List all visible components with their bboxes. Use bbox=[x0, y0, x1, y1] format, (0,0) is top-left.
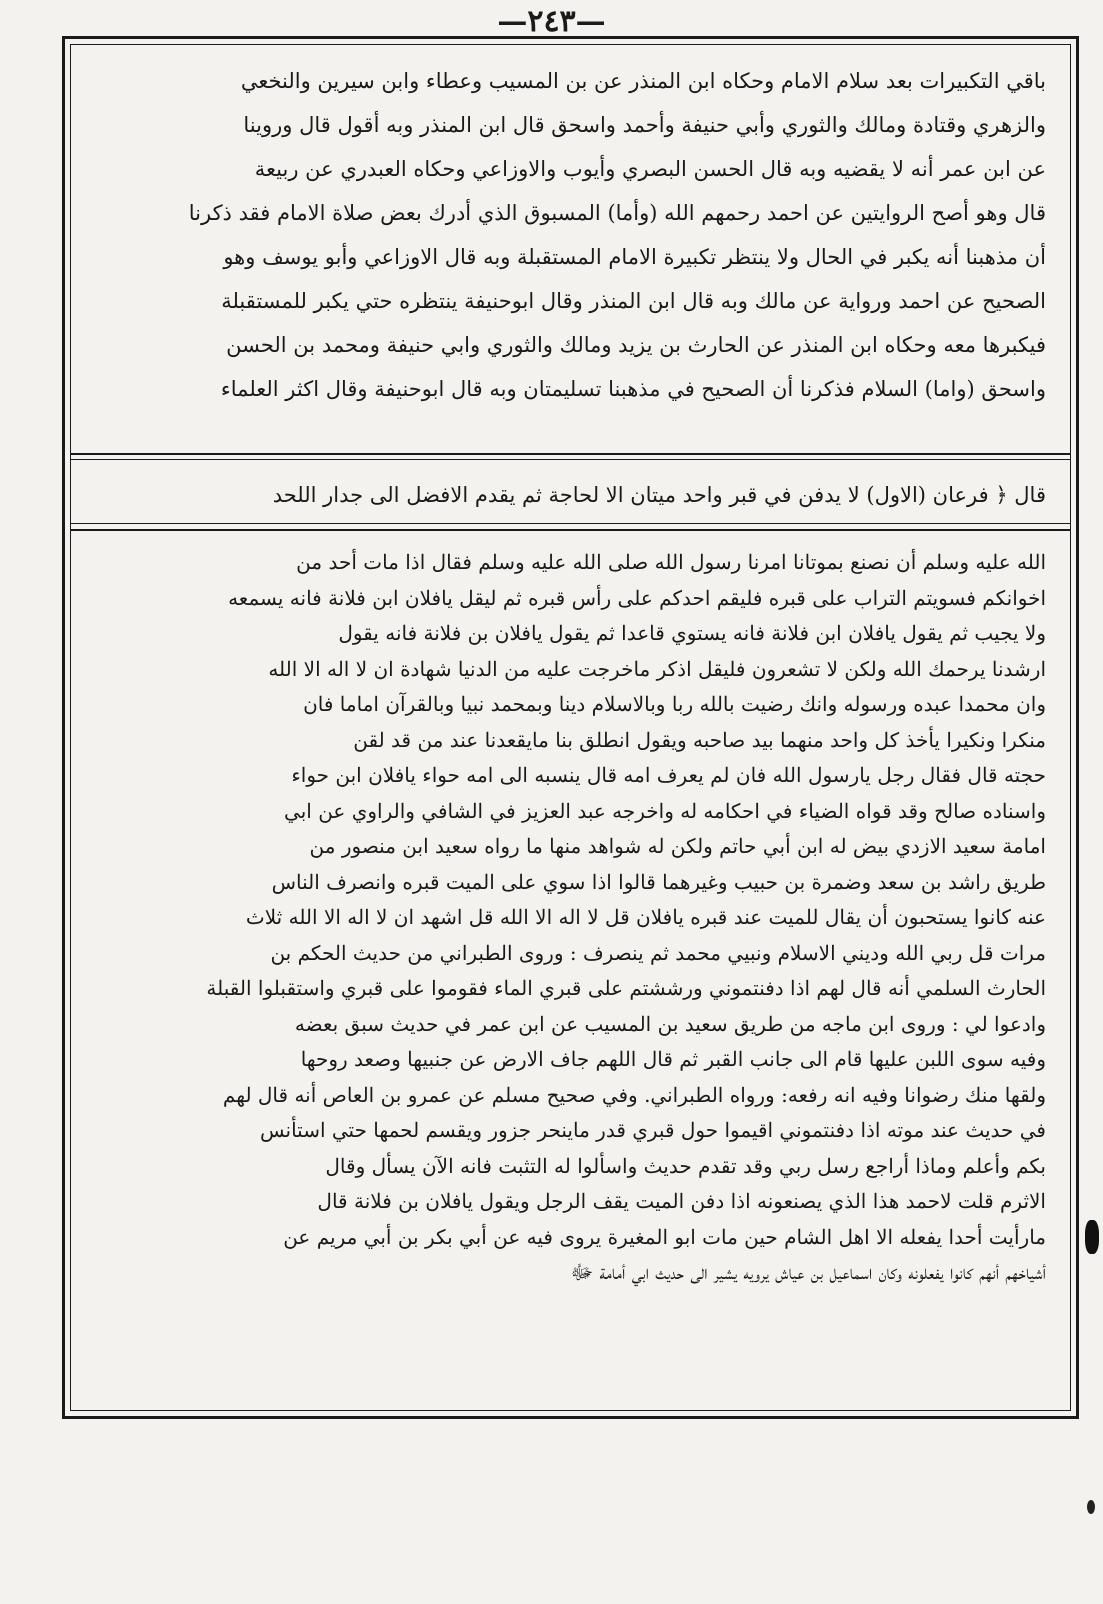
page-frame-inner bbox=[70, 44, 1071, 1411]
text-line: الله عليه وسلم أن نصنع بموتانا امرنا رسول الله صلى الله عليه وسلم فقال اذا مات أحد من bbox=[296, 550, 1046, 574]
text-line: ولا يجيب ثم يقول يافلان ابن فلانة فانه يستوي قاعدا ثم يقول يافلان بن فلانة فانه يقول bbox=[338, 621, 1046, 645]
text-line: امامة سعيد الازدي بيض له ابن أبي حاتم ولكن له شواهد منها ما رواه سعيد ابن منصور من bbox=[309, 834, 1046, 858]
text-line: طريق راشد بن سعد وضمرة بن حبيب وغيرهما قالوا اذا سوي على الميت قبره وانصرف الناس bbox=[271, 869, 1046, 894]
separator-rule bbox=[71, 523, 1070, 524]
commentary-top bbox=[95, 59, 1046, 411]
ink-blot bbox=[1087, 1500, 1095, 1514]
text-line: الحارث السلمي أنه قال لهم اذا دفنتموني ورششتم على قبري الماء فقوموا على قبري واستقبلوا القبلة bbox=[206, 976, 1046, 1000]
text-line: قال وهو أصح الروايتين عن احمد رحمهم الله (وأما) المسبوق الذي أدرك بعض صلاة الامام فقد ذكرنا bbox=[188, 201, 1046, 225]
text-line: فيكبرها معه وحكاه ابن المنذر عن الحارث بن يزيد ومالك والثوري وابي حنيفة ومحمد بن الحسن bbox=[226, 333, 1046, 357]
page-frame-outer bbox=[62, 36, 1079, 1419]
text-line: باقي التكبيرات بعد سلام الامام وحكاه ابن المنذر عن بن المسيب وعطاء وابن سيرين والنخعي bbox=[240, 69, 1046, 93]
text-line: مرات قل ربي الله وديني الاسلام ونبيي محمد ثم ينصرف : وروى الطبراني من حديث الحكم بن bbox=[270, 940, 1046, 965]
ink-blot bbox=[1085, 1220, 1099, 1254]
matn-text bbox=[95, 475, 1046, 515]
page-number: —٢٤٣— bbox=[497, 4, 606, 39]
text-line: عنه كانوا يستحبون أن يقال للميت عند قبره يافلان قل لا اله الا الله قل اشهد ان لا اله الا الله ثلاث bbox=[245, 905, 1046, 929]
text-line: أشياخهم أنهم كانوا يفعلونه وكان اسماعيل بن عياش يرويه يشير الى حديث ابي أمامة ﷻ bbox=[570, 1260, 1046, 1284]
text-line: بكم وأعلم وماذا أراجع رسل ربي وقد تقدم حديث واسألوا له التثبت فانه الآن يسأل وقال bbox=[325, 1153, 1046, 1178]
text-line: الصحيح عن احمد ورواية عن مالك وبه قال ابن المنذر وقال ابوحنيفة ينتظره حتي يكبر للمستقبلة bbox=[221, 289, 1046, 313]
separator-rule bbox=[71, 529, 1070, 531]
text-line: وادعوا لي : وروى ابن ماجه من طريق سعيد بن المسيب عن ابن عمر في حديث سبق بعضه bbox=[294, 1011, 1046, 1036]
text-line: وان محمدا عبده ورسوله وانك رضيت بالله ربا وبالاسلام دينا وبمحمد نبيا وبالقرآن اماما فان bbox=[303, 692, 1046, 716]
text-line: ارشدنا يرحمك الله ولكن لا تشعرون فليقل اذكر ماخرجت عليه من الدنيا شهادة ان لا اله الا الله bbox=[268, 656, 1046, 681]
text-line: وفيه سوى اللبن عليها قام الى جانب القبر ثم قال اللهم جاف الارض عن جنبيها وصعد روحها bbox=[300, 1047, 1046, 1071]
text-line: ولقها منك رضوانا وفيه انه رفعه: ورواه الطبراني. وفي صحيح مسلم عن عمرو بن العاص أنه قال لهم bbox=[222, 1082, 1046, 1107]
text-line: مارأيت أحدا يفعله الا اهل الشام حين مات ابو المغيرة يروى فيه عن أبي بكر بن أبي مريم عن bbox=[283, 1224, 1046, 1249]
matn-line: قال ﴿ فرعان (الاول) لا يدفن في قبر واحد ميتان الا لحاجة ثم يقدم الافضل الى جدار اللحد bbox=[272, 483, 1046, 507]
separator-rule bbox=[71, 453, 1070, 455]
text-line: في حديث عند موته اذا دفنتموني اقيموا حول قبري قدر ماينحر جزور ويقسم لحمها حتي استأنس bbox=[260, 1118, 1046, 1142]
text-line: والزهري وقتادة ومالك والثوري وأبي حنيفة وأحمد واسحق قال ابن المنذر وبه أقول قال وروينا bbox=[243, 113, 1046, 137]
text-line: واسحق (واما) السلام فذكرنا أن الصحيح في مذهبنا تسليمتان وبه قال ابوحنيفة وقال اكثر العلماء bbox=[220, 377, 1046, 401]
text-line: اخوانكم فسويتم التراب على قبره فليقم احدكم على رأس قبره ثم ليقل يافلان ابن فلانة فانه يسمعه bbox=[228, 585, 1046, 610]
text-line: أن مذهبنا أنه يكبر في الحال ولا ينتظر تكبيرة الامام المستقبلة وبه قال الاوزاعي وأبو يوسف وهو bbox=[223, 245, 1046, 269]
text-line: واسناده صالح وقد قواه الضياء في احكامه له واخرجه عبد العزيز في الشافي والراوي عن ابي bbox=[284, 798, 1046, 823]
separator-rule bbox=[71, 459, 1070, 460]
text-line: منكرا ونكيرا يأخذ كل واحد منهما بيد صاحبه ويقول انطلق بنا مايقعدنا عند من قد لقن bbox=[353, 727, 1046, 752]
text-line: حجته قال فقال رجل يارسول الله فان لم يعرف امه قال ينسبه الى امه حواء يافلان ابن حواء bbox=[291, 763, 1046, 787]
text-line: الاثرم قلت لاحمد هذا الذي يصنعونه اذا دفن الميت يقف الرجل ويقول يافلان بن فلانة قال bbox=[317, 1189, 1046, 1213]
text-line: عن ابن عمر أنه لا يقضيه وبه قال الحسن البصري وأيوب والاوزاعي وحكاه العبدري عن ربيعة bbox=[254, 157, 1046, 181]
commentary-bottom bbox=[95, 545, 1046, 1291]
